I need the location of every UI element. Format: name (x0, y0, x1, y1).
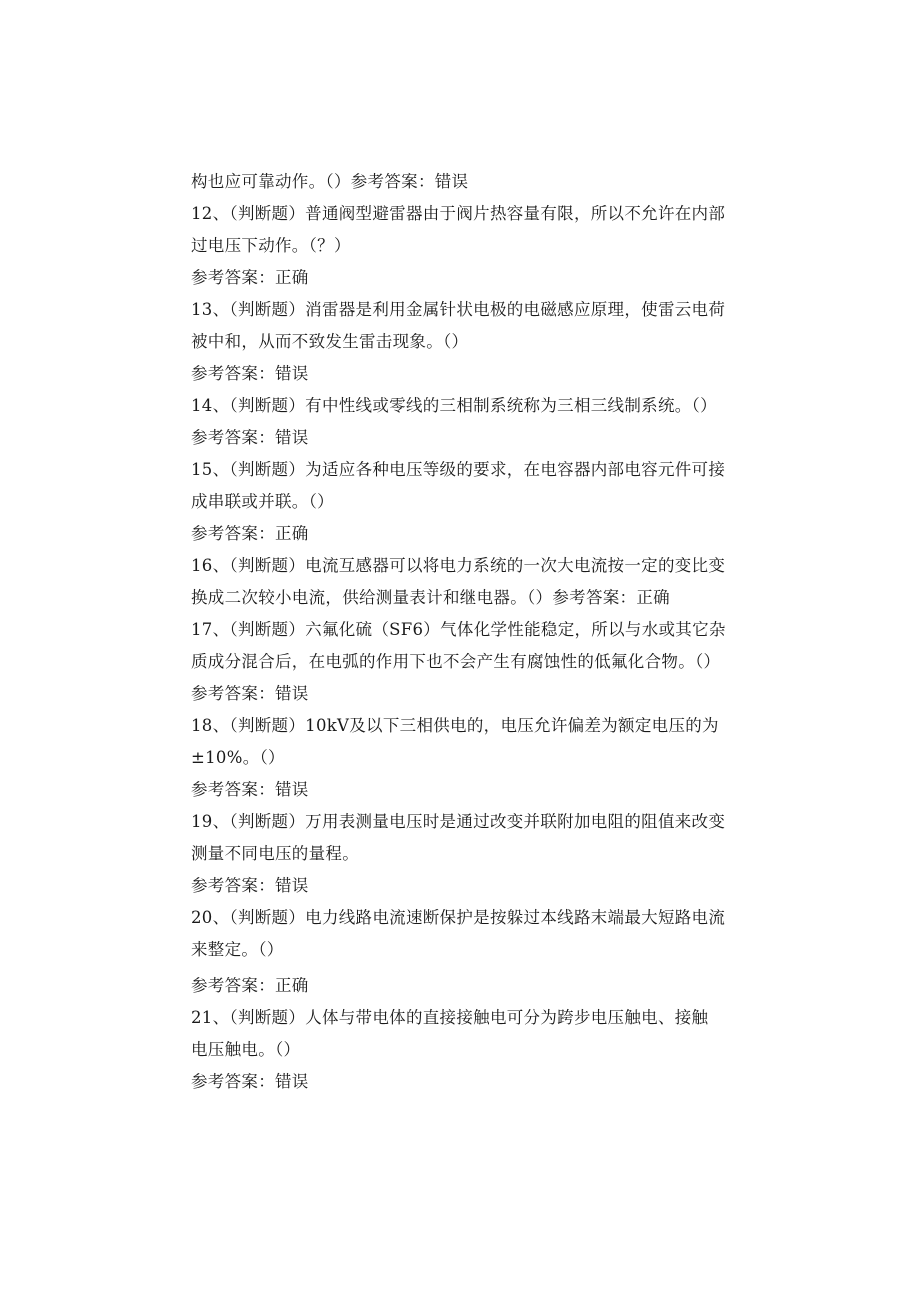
question-12-line-1: 12、（判断题）普通阀型避雷器由于阀片热容量有限，所以不允许在内部 (191, 204, 726, 223)
question-13-line-2: 被中和，从而不致发生雷击现象。（） (191, 332, 469, 351)
answer-21: 参考答案：错误 (191, 1072, 309, 1091)
answer-12: 参考答案：正确 (191, 268, 309, 287)
answer-13: 参考答案：错误 (191, 364, 309, 383)
question-13-line-1: 13、（判断题）消雷器是利用金属针状电极的电磁感应原理，使雷云电荷 (191, 300, 726, 319)
question-21-line-2: 电压触电。（） (191, 1040, 301, 1059)
question-18-line-2: ±10%。（） (191, 748, 285, 767)
question-18-line-1: 18、（判断题）10kV及以下三相供电的，电压允许偏差为额定电压的为 (191, 716, 719, 735)
answer-18: 参考答案：错误 (191, 780, 309, 799)
question-17-line-2: 质成分混合后，在电弧的作用下也不会产生有腐蚀性的低氟化合物。（） (191, 652, 721, 671)
question-16-line-1: 16、（判断题）电流互感器可以将电力系统的一次大电流按一定的变比变 (191, 556, 726, 575)
question-17-line-1: 17、（判断题）六氟化硫（SF6）气体化学性能稳定，所以与水或其它杂 (191, 620, 726, 639)
question-16-line-2: 换成二次较小电流，供给测量表计和继电器。（）参考答案：正确 (191, 588, 670, 607)
question-21-line-1: 21、（判断题）人体与带电体的直接接触电可分为跨步电压触电、接触 (191, 1008, 709, 1027)
question-14-line-1: 14、（判断题）有中性线或零线的三相制系统称为三相三线制系统。（） (191, 396, 717, 415)
question-15-line-1: 15、（判断题）为适应各种电压等级的要求，在电容器内部电容元件可接 (191, 460, 726, 479)
question-20-line-1: 20、（判断题）电力线路电流速断保护是按躲过本线路末端最大短路电流 (191, 908, 726, 927)
answer-14: 参考答案：错误 (191, 428, 309, 447)
text-line: 构也应可靠动作。（）参考答案：错误 (191, 172, 469, 191)
answer-15: 参考答案：正确 (191, 524, 309, 543)
question-19-line-1: 19、（判断题）万用表测量电压时是通过改变并联附加电阻的阻值来改变 (191, 812, 726, 831)
question-15-line-2: 成串联或并联。（） (191, 492, 334, 511)
question-19-line-2: 测量不同电压的量程。 (191, 844, 359, 863)
answer-20: 参考答案：正确 (191, 976, 309, 995)
document-body (191, 166, 751, 1098)
question-20-line-2: 来整定。（） (191, 940, 284, 959)
answer-19: 参考答案：错误 (191, 876, 309, 895)
question-12-line-2: 过电压下动作。（？） (191, 236, 351, 255)
answer-17: 参考答案：错误 (191, 684, 309, 703)
